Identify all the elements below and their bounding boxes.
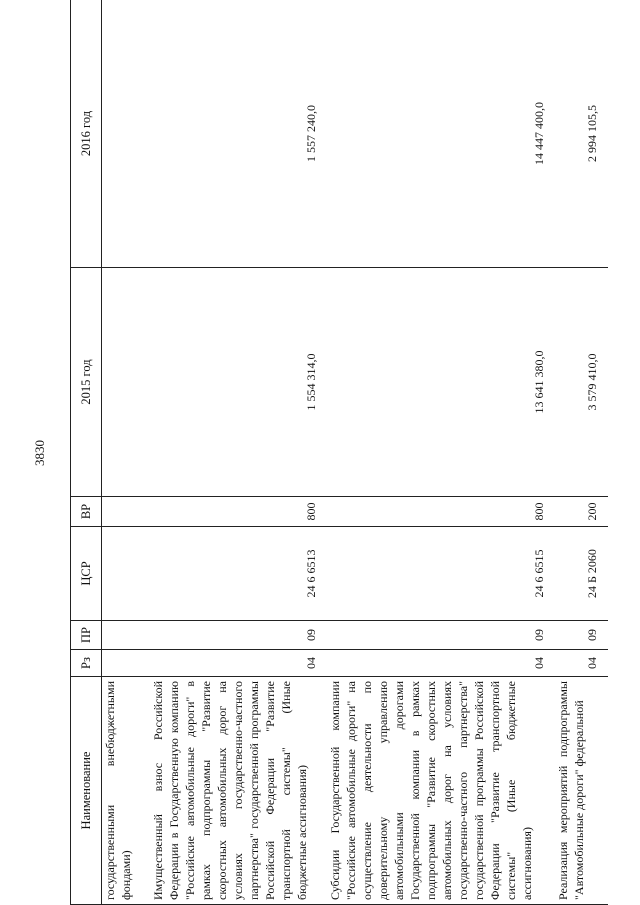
row-name: государственными внебюджетными фондами) <box>102 677 150 905</box>
row-csr <box>102 527 150 621</box>
table-row <box>150 0 327 905</box>
row-name: Реализация мероприятий подпрограммы "Автомобильные дороги" федеральной <box>555 677 608 905</box>
row-pr: 09 <box>555 621 608 650</box>
row-rz: 04 <box>327 650 555 677</box>
table-row <box>327 0 555 905</box>
table-row <box>555 0 608 905</box>
row-rz <box>102 650 150 677</box>
row-csr: 24 6 6513 <box>150 527 327 621</box>
row-2016: 2 994 105,5 <box>555 0 608 268</box>
rotated-page-content <box>70 0 606 905</box>
row-name: Имущественный взнос Российской Федерации в Государственную компанию "Российские автомобильные дороги" в рамках подпрограммы "Развитие скоростных автомобильных дорог на условиях государственно-частного партнерства" государственной программы Российской Федерации "Развитие транспортной системы" (Иные бюджетные ассигнования) <box>150 677 327 905</box>
table-header-row <box>71 0 102 905</box>
row-vr: 800 <box>150 497 327 527</box>
row-pr <box>102 621 150 650</box>
row-pr: 09 <box>327 621 555 650</box>
row-rz: 04 <box>555 650 608 677</box>
row-csr: 24 Б 2060 <box>555 527 608 621</box>
header-2016: 2016 год <box>71 0 102 268</box>
budget-table <box>70 0 608 905</box>
header-vr: ВР <box>71 497 102 527</box>
row-name: Субсидии Государственной компании "Российские автомобильные дороги" на осуществление деятельности по доверительному управлению автомобильными дорогами Государственной компании в рамках подпрограммы "Развитие скоростных автомобильных дорог на условиях государственно-частного партнерства" государственной программы Российской Федерации "Развитие транспортной системы" (Иные бюджетные ассигнования) <box>327 677 555 905</box>
header-rz: Рз <box>71 650 102 677</box>
header-pr: ПР <box>71 621 102 650</box>
row-2015: 13 641 380,0 <box>327 268 555 497</box>
row-2015: 1 554 314,0 <box>150 268 327 497</box>
row-vr <box>102 497 150 527</box>
row-vr: 200 <box>555 497 608 527</box>
page-number: 3830 <box>32 440 47 466</box>
header-2015: 2015 год <box>71 268 102 497</box>
row-2016 <box>102 0 150 268</box>
row-2015 <box>102 268 150 497</box>
row-csr: 24 6 6515 <box>327 527 555 621</box>
row-2016: 14 447 400,0 <box>327 0 555 268</box>
row-2016: 1 557 240,0 <box>150 0 327 268</box>
row-pr: 09 <box>150 621 327 650</box>
row-vr: 800 <box>327 497 555 527</box>
table-row <box>102 0 150 905</box>
header-csr: ЦСР <box>71 527 102 621</box>
row-2015: 3 579 410,0 <box>555 268 608 497</box>
header-name: Наименование <box>71 677 102 905</box>
row-rz: 04 <box>150 650 327 677</box>
